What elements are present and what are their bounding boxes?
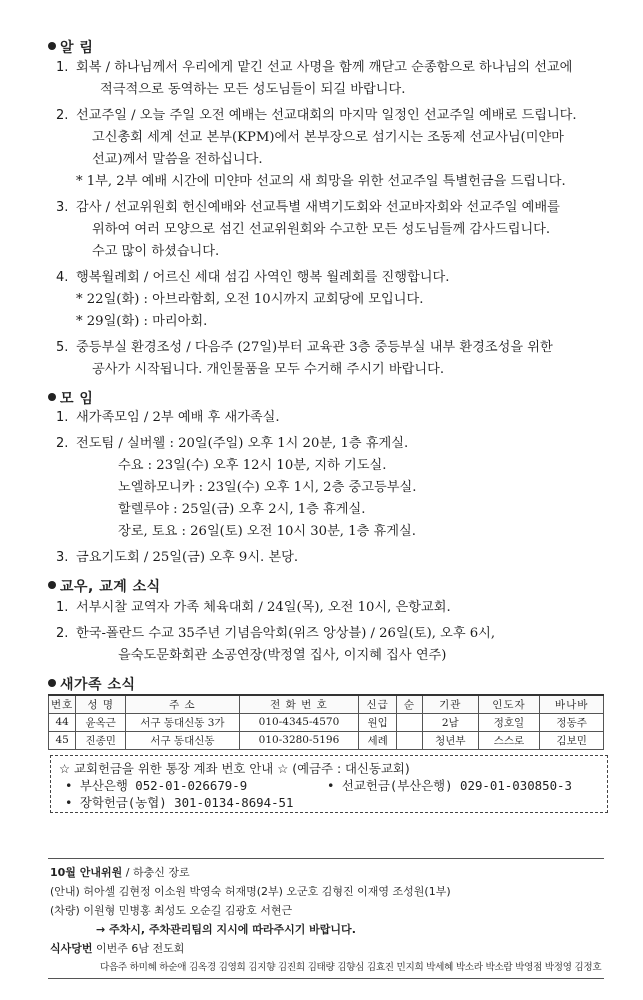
cell: 서구 동대신동 xyxy=(126,731,240,749)
cell: 윤옥근 xyxy=(76,713,126,731)
cell xyxy=(397,713,423,731)
col-number: 번호 xyxy=(49,695,76,713)
announcement-2-line-1: 2. 선교주일 / 오늘 주일 오전 예배는 선교대회의 마지막 일정인 선교주일 예배로 드립니다. xyxy=(56,108,577,123)
account-mission: • 선교헌금(부산은행) 029-01-030850-3 xyxy=(327,778,572,793)
footer-guide-row: (안내) 허아셀 김현정 이소원 박영숙 허재명(2부) 오군호 김형진 이재영 조성원(1부) xyxy=(50,885,451,898)
footer-month-guide: 10월 안내위원 / 하충신 장로 xyxy=(50,866,190,879)
bullet-icon xyxy=(48,581,56,589)
account-scholarship: • 장학헌금(농협) 301-0134-8694-51 xyxy=(65,795,294,810)
footer-car-note: → 주차시, 주차관리팀의 지시에 따라주시기 바랍니다. xyxy=(96,923,356,936)
col-cell: 순 xyxy=(397,695,423,713)
table-row xyxy=(49,713,604,731)
footer-meal-row: 식사당번 이번주 6남 전도회 xyxy=(50,942,185,955)
exchange-1: 1. 서부시찰 교역자 가족 체육대회 / 24일(목), 오전 10시, 은항교회. xyxy=(56,600,451,615)
col-phone: 전 화 번 호 xyxy=(239,695,359,713)
meeting-2-sub-4: 장로, 토요 : 26일(토) 오전 10시 30분, 1층 휴게실. xyxy=(118,524,416,539)
cell: 세례 xyxy=(359,731,397,749)
new-family-header: 새가족 소식 xyxy=(48,674,136,694)
meeting-3: 3. 금요기도회 / 25일(금) 오후 9시. 본당. xyxy=(56,550,299,565)
announcement-5-line-2: 공사가 시작됩니다. 개인물품을 모두 수거해 주시기 바랍니다. xyxy=(92,362,445,377)
cell: 44 xyxy=(49,713,76,731)
footer-divider-bottom xyxy=(48,978,604,979)
account-info-box xyxy=(50,755,608,813)
bullet-icon xyxy=(48,42,56,50)
col-guide: 인도자 xyxy=(478,695,540,713)
new-family-table xyxy=(48,694,604,750)
announcement-2-line-2: 고신총회 세계 선교 본부(KPM)에서 본부장으로 섬기시는 조동제 선교사님(미얀마 xyxy=(92,130,564,145)
announcement-2-line-3: 선교)께서 말씀을 전하십니다. xyxy=(92,152,263,167)
cell: 45 xyxy=(49,731,76,749)
cell xyxy=(397,731,423,749)
exchange-header: 교우, 교계 소식 xyxy=(48,576,161,596)
account-busan-bank: • 부산은행 052-01-026679-9 xyxy=(65,778,248,793)
table-row xyxy=(49,731,604,749)
announcement-1-line-2: 적극적으로 동역하는 모든 성도님들이 되길 바랍니다. xyxy=(100,82,406,97)
meeting-2: 2. 전도팀 / 실버웰 : 20일(주일) 오후 1시 20분, 1층 휴게실. xyxy=(56,436,409,451)
meeting-2-sub-2: 노엘하모니카 : 23일(수) 오후 1시, 2층 중고등부실. xyxy=(118,480,417,495)
cell: 김보민 xyxy=(540,731,604,749)
bullet-icon xyxy=(48,679,56,687)
announcement-2-note: * 1부, 2부 예배 시간에 미얀마 선교의 새 희망을 위한 선교주일 특별헌금을 드립니다. xyxy=(76,174,566,189)
footer-divider-top xyxy=(48,858,604,859)
cell: 스스로 xyxy=(478,731,540,749)
announcement-4-note-2: * 29일(화) : 마리아회. xyxy=(76,314,208,329)
footer-meal-next: 다음주 하미혜 하순애 김옥경 김영희 김지향 김진희 김태량 김향심 김효진 민지희 박세혜 박소라 박소람 박영점 박정영 김정호 xyxy=(100,962,602,973)
table-header-row xyxy=(49,695,604,713)
cell: 서구 동대신동 3가 xyxy=(126,713,240,731)
col-address: 주 소 xyxy=(126,695,240,713)
announcement-5-line-1: 5. 중등부실 환경조성 / 다음주 (27일)부터 교육관 3층 중등부실 내부 환경조성을 위한 xyxy=(56,340,553,355)
cell: 진종민 xyxy=(76,731,126,749)
exchange-2-cont: 을숙도문화회관 소공연장(박정열 집사, 이지혜 집사 연주) xyxy=(118,648,447,663)
meeting-2-sub-3: 할렐루야 : 25일(금) 오후 2시, 1층 휴게실. xyxy=(118,502,366,517)
announcement-3-line-1: 3. 감사 / 선교위원회 헌신예배와 선교특별 새벽기도회와 선교바자회와 선교주일 예배를 xyxy=(56,200,560,215)
cell: 정동주 xyxy=(540,713,604,731)
announcements-header: 알 림 xyxy=(48,37,93,57)
meetings-header: 모 임 xyxy=(48,388,93,408)
account-info-title: ☆ 교회헌금을 위한 통장 계좌 번호 안내 ☆ (예금주 : 대신동교회) xyxy=(59,761,410,776)
cell: 원입 xyxy=(359,713,397,731)
footer-car-row: (차량) 이원형 민병홍 최성도 오순길 김광호 서현근 xyxy=(50,904,293,917)
col-barnabas: 바나바 xyxy=(540,695,604,713)
col-org: 기관 xyxy=(422,695,478,713)
announcement-4-note-1: * 22일(화) : 아브라함회, 오전 10시까지 교회당에 모입니다. xyxy=(76,292,424,307)
cell: 2남 xyxy=(422,713,478,731)
announcement-1-line-1: 1. 회복 / 하나님께서 우리에게 맡긴 선교 사명을 함께 깨닫고 순종함으로 하나님의 선교에 xyxy=(56,60,573,75)
cell: 청년부 xyxy=(422,731,478,749)
announcement-3-line-3: 수고 많이 하셨습니다. xyxy=(92,244,220,259)
col-name: 성 명 xyxy=(76,695,126,713)
announcement-4-line-1: 4. 행복월례회 / 어르신 세대 섬김 사역인 행복 월례회를 진행합니다. xyxy=(56,270,450,285)
meeting-2-sub-1: 수요 : 23일(수) 오후 12시 10분, 지하 기도실. xyxy=(118,458,387,473)
bullet-icon xyxy=(48,393,56,401)
cell: 정호일 xyxy=(478,713,540,731)
meeting-1: 1. 새가족모임 / 2부 예배 후 새가족실. xyxy=(56,410,280,425)
announcement-3-line-2: 위하여 여러 모양으로 섬긴 선교위원회와 수고한 모든 성도님들께 감사드립니다. xyxy=(92,222,551,237)
cell: 010-4345-4570 xyxy=(239,713,359,731)
col-faith-level: 신급 xyxy=(359,695,397,713)
cell: 010-3280-5196 xyxy=(239,731,359,749)
exchange-2: 2. 한국-폴란드 수교 35주년 기념음악회(위즈 앙상블) / 26일(토), 오후 6시, xyxy=(56,626,496,641)
